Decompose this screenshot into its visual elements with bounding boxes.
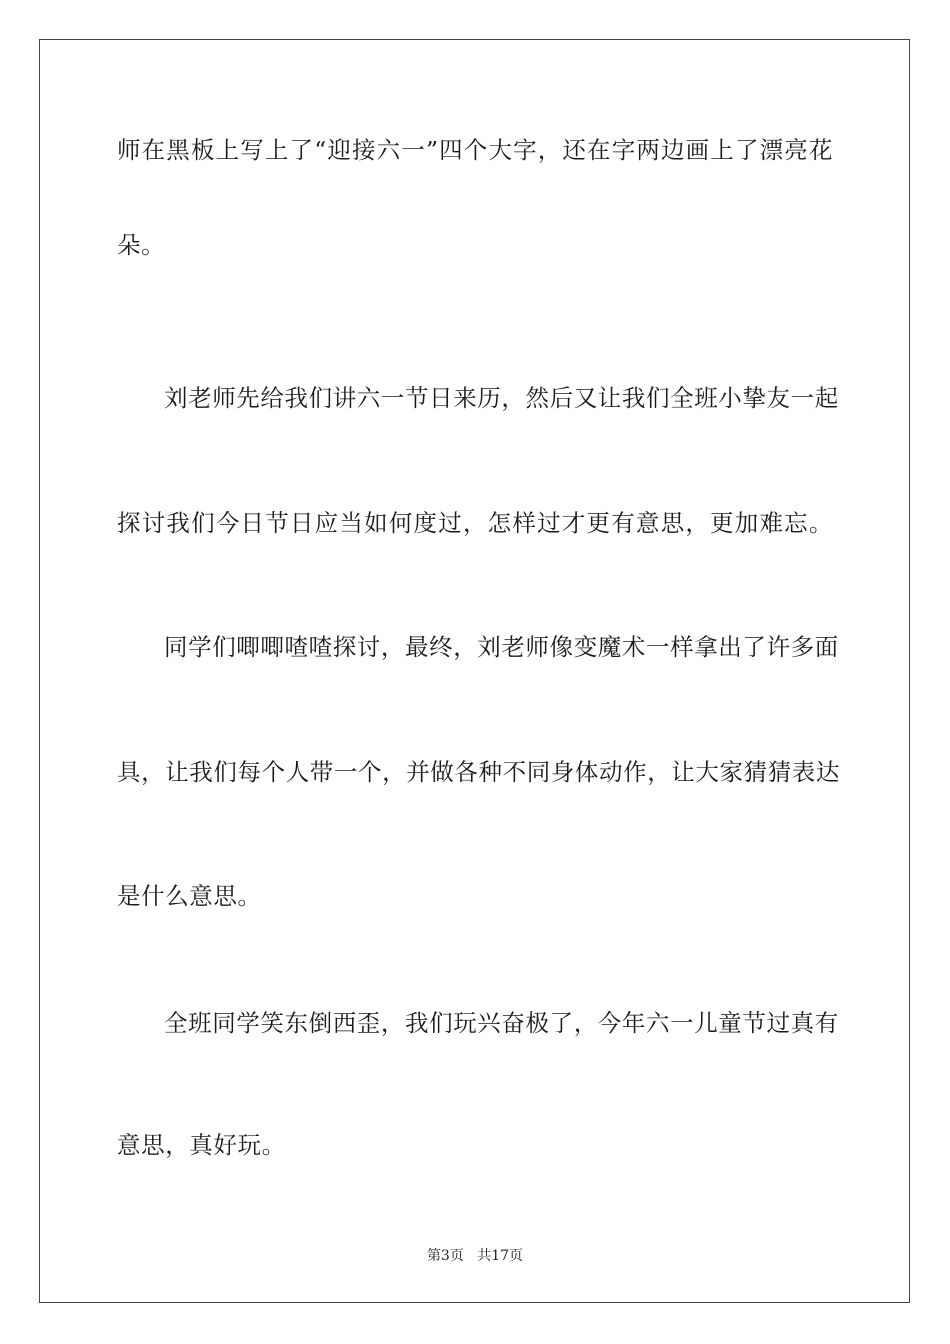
body-text-line: 刘老师先给我们讲六一节日来历，然后又让我们全班小挚友一起 [164, 384, 839, 412]
body-text-line: 意思，真好玩。 [117, 1131, 286, 1159]
body-text-line: 师在黑板上写上了“迎接六一”四个大字，还在字两边画上了漂亮花 [117, 136, 833, 164]
body-text-line: 朵。 [117, 231, 166, 259]
page-footer [0, 1247, 950, 1265]
body-text-line: 具，让我们每个人带一个，并做各种不同身体动作，让大家猜猜表达 [117, 758, 840, 786]
page-border [39, 39, 910, 1303]
body-text-line: 是什么意思。 [117, 882, 262, 910]
page-number: 第3页 [426, 1248, 464, 1264]
body-text-line: 全班同学笑东倒西歪，我们玩兴奋极了，今年六一儿童节过真有 [164, 1009, 839, 1037]
body-text-line: 探讨我们今日节日应当如何度过，怎样过才更有意思，更加难忘。 [117, 509, 833, 537]
total-pages: 共17页 [477, 1248, 524, 1264]
body-text-line: 同学们唧唧喳喳探讨，最终，刘老师像变魔术一样拿出了许多面 [164, 633, 839, 661]
